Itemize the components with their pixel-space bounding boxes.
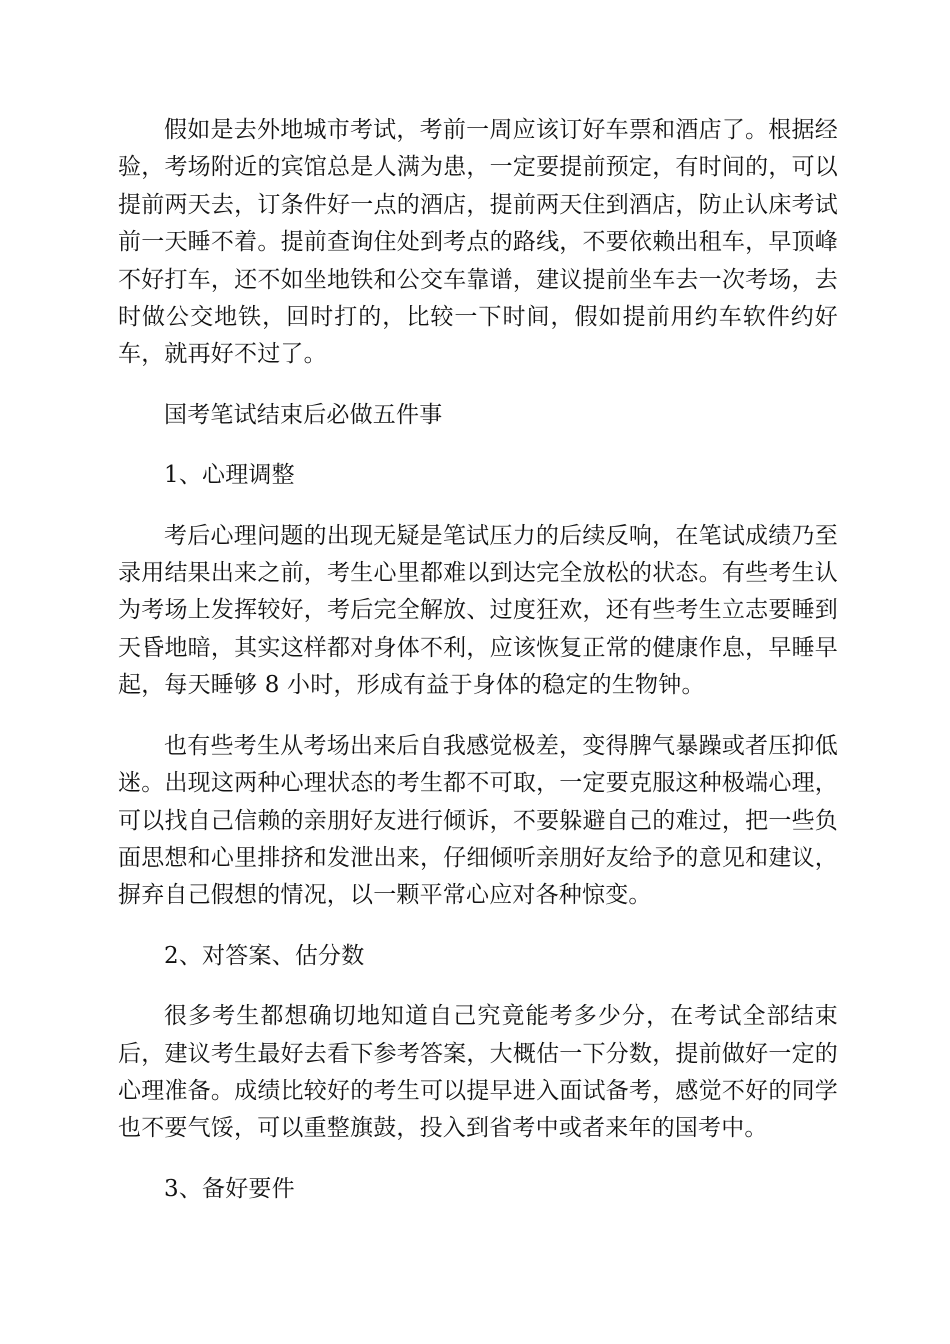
paragraph-gap [118,915,838,938]
section-title: 国考笔试结束后必做五件事 [164,401,443,428]
paragraph-travel-preparation: 假如是去外地城市考试，考前一周应该订好车票和酒店了。根据经验，考场附近的宾馆总是人满为患，一定要提前预定，有时间的，可以提前两天去，订条件好一点的酒店，提前两天住到酒店，防止认床考试前一天睡不着。提前查询住处到考点的路线，不要依赖出租车，早顶峰不好打车，还不如坐地铁和公交车靠谱，建议提前坐车去一次考场，去时做公交地铁，回时打的，比较一下时间，假如提前用约车软件约好车，就再好不过了。 [118,117,838,368]
paragraph-gap [118,495,838,518]
document-page [118,112,838,1208]
paragraph-mental-adjustment-2: 也有些考生从考场出来后自我感觉极差，变得脾气暴躁或者压抑低迷。出现这两种心理状态的考生都不可取，一定要克服这种极端心理，可以找自己信赖的亲朋好友进行倾诉，不要躲避自己的难过，把一些负面思想和心里排挤和发泄出来，仔细倾听亲朋好友给予的意见和建议，摒弃自己假想的情况，以一颗平常心应对各种惊变。 [118,732,838,909]
paragraph-mental-adjustment-1: 考后心理问题的出现无疑是笔试压力的后续反响，在笔试成绩乃至录用结果出来之前，考生心里都难以到达完全放松的状态。有些考生认为考场上发挥较好，考后完全解放、过度狂欢，还有些考生立志要睡到天昏地暗，其实这样都对身体不利，应该恢复正常的健康作息，早睡早起，每天睡够 8 小时，形成有益于身体的稳定的生物钟。 [118,522,838,699]
subheading-1: 1、心理调整 [164,462,295,489]
paragraph-gap [118,434,838,457]
paragraph-answers-and-scores: 很多考生都想确切地知道自己究竟能考多少分，在考试全部结束后，建议考生最好去看下参考答案，大概估一下分数，提前做好一定的心理准备。成绩比较好的考生可以提早进入面试备考，感觉不好的同学也不要气馁，可以重整旗鼓，投入到省考中或者来年的国考中。 [118,1003,838,1142]
subheading-3: 3、备好要件 [164,1175,295,1202]
paragraph-gap [118,1148,838,1171]
paragraph-gap [118,374,838,397]
paragraph-gap [118,705,838,728]
subheading-2: 2、对答案、估分数 [164,942,365,969]
paragraph-gap [118,975,838,998]
